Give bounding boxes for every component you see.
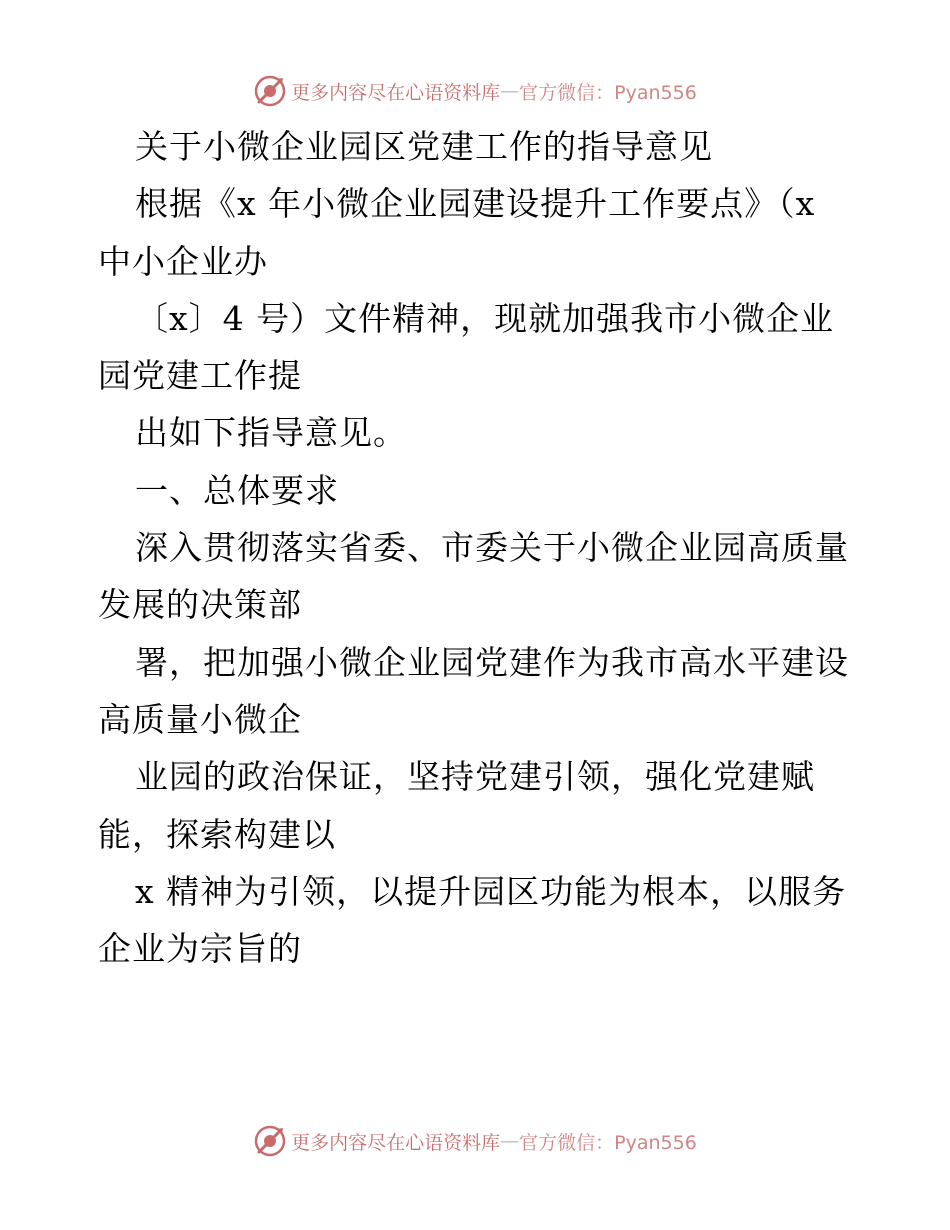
paragraph-line: 出如下指导意见。 (135, 413, 407, 453)
paragraph-line: 能，探索构建以 (98, 814, 336, 854)
logo-icon (253, 1124, 287, 1158)
header-banner (0, 71, 950, 111)
document-body (98, 118, 878, 977)
paragraph-line: 业园的政治保证，坚持党建引领，强化党建赋 (135, 757, 815, 797)
paragraph-line: 〔x〕4 号）文件精神，现就加强我市小微企业 (135, 298, 835, 338)
paragraph-line: 深入贯彻落实省委、市委关于小微企业园高质量 (135, 528, 849, 568)
paragraph-line: 署，把加强小微企业园党建作为我市高水平建设 (135, 642, 849, 682)
banner-dash: — (500, 80, 520, 102)
paragraph-line: x 精神为引领，以提升园区功能为根本，以服务 (135, 871, 847, 911)
banner-main-text: 更多内容尽在心语资料库 (291, 81, 501, 104)
paragraph-line: 中小企业办 (98, 241, 268, 281)
banner-main-text: 更多内容尽在心语资料库 (291, 1131, 501, 1154)
paragraph-line: 根据《x 年小微企业园建设提升工作要点》（x (135, 184, 816, 224)
document-title: 关于小微企业园区党建工作的指导意见 (135, 127, 713, 166)
logo-icon (253, 74, 287, 108)
paragraph-line: 发展的决策部 (98, 585, 302, 625)
paragraph-line: 园党建工作提 (98, 356, 302, 396)
banner-wechat-text: 官方微信：Pyan556 (519, 1131, 697, 1154)
paragraph-line: 企业为宗旨的 (98, 929, 302, 969)
banner-dash: — (500, 1130, 520, 1152)
paragraph-line: 高质量小微企 (98, 699, 302, 739)
section-heading: 一、总体要求 (135, 470, 339, 510)
banner-wechat-text: 官方微信：Pyan556 (519, 81, 697, 104)
footer-banner (0, 1121, 950, 1161)
